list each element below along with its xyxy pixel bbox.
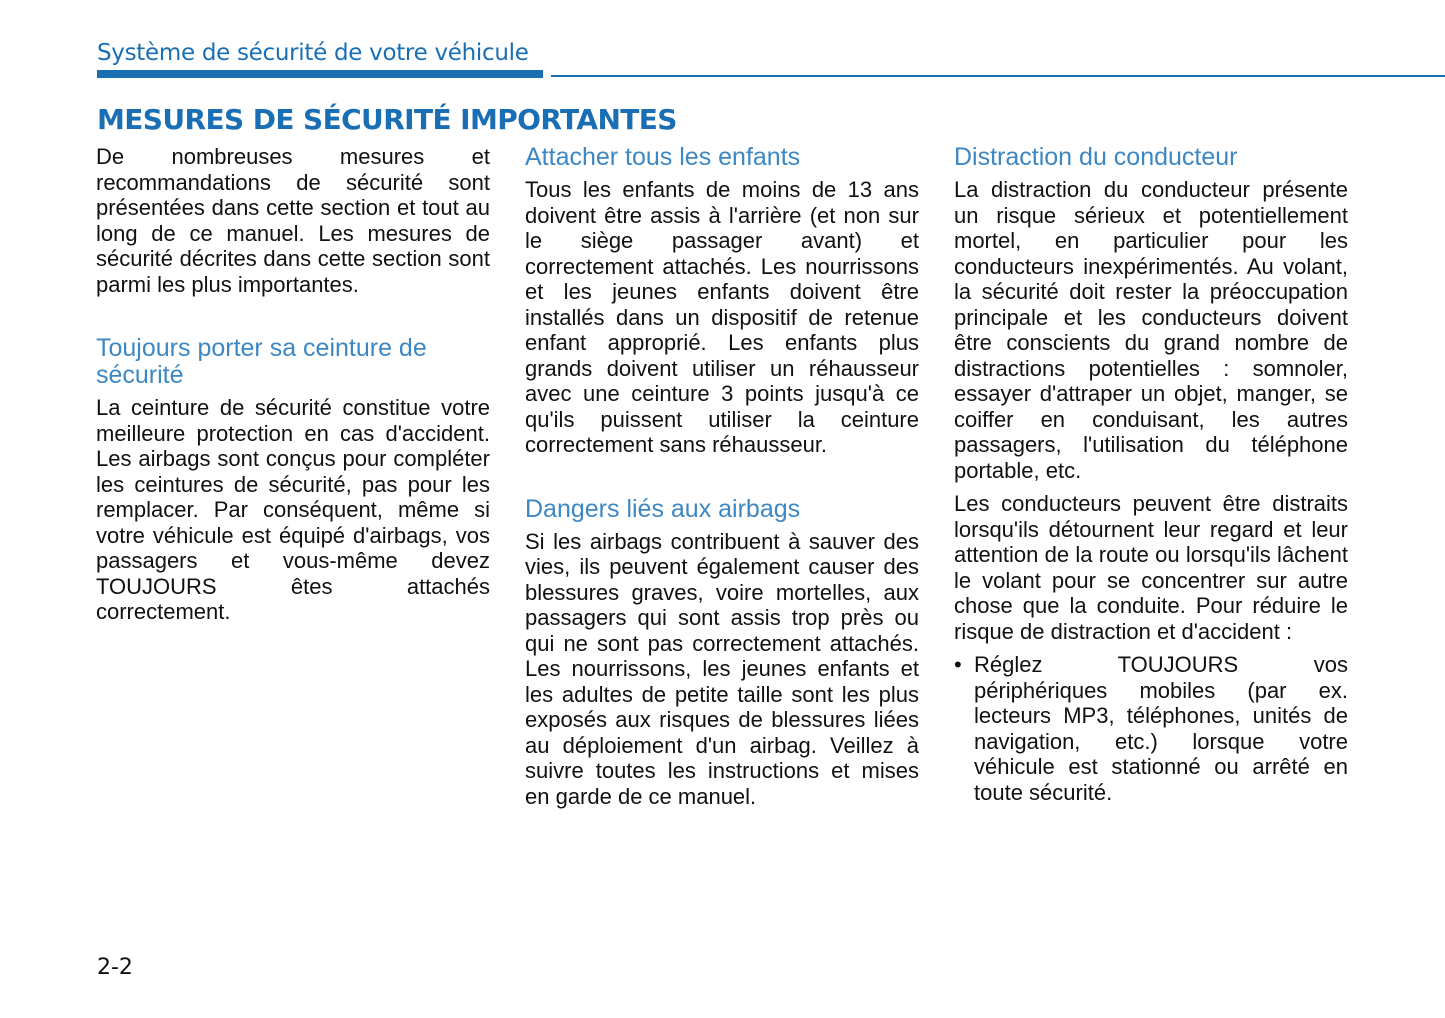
children-paragraph: Tous les enfants de moins de 13 ans doivent être assis à l'arrière (et non sur le siège passager avant) et correctement attachés. Les nourrissons et les jeunes enfants doivent être installés dans un dispositif de retenue enfant approprié. Les enfants plus grands doivent utiliser un réhausseur avec une ceinture 3 points jusqu'à ce qu'ils puissent utiliser la ceinture correctement sans réhausseur. xyxy=(525,177,919,457)
bullet-icon: • xyxy=(954,652,962,677)
page-number: 2-2 xyxy=(97,955,133,980)
intro-paragraph: De nombreuses mesures et recommandations de sécurité sont présentées dans cette section et tout au long de ce manuel. Les mesures de sécurité décrites dans cette section sont parmi les plus importantes. xyxy=(96,144,490,297)
header-rule-thin xyxy=(551,75,1445,77)
airbags-paragraph: Si les airbags contribuent à sauver des vies, ils peuvent également causer des blessures graves, voire mortelles, aux passagers qui sont assis trop près ou qui ne sont pas correctement attachés. Les nourrissons, les jeunes enfants et les adultes de petite taille sont les plus exposés aux risques de blessures liées au déploiement d'un airbag. Veillez à suivre toutes les instructions et mises en garde de ce manuel. xyxy=(525,528,919,809)
column-right xyxy=(954,144,1348,805)
page-title: MESURES DE SÉCURITÉ IMPORTANTES xyxy=(97,103,677,136)
seatbelt-paragraph: La ceinture de sécurité constitue votre meilleure protection en cas d'accident. Les airbags sont conçus pour compléter les ceintures de sécurité, pas pour les remplacer. Par conséquent, même si votre véhicule est équipé d'airbags, vos passagers et vous-même devez TOUJOURS êtes attachés correctement. xyxy=(96,395,490,624)
distraction-heading: Distraction du conducteur xyxy=(954,143,1238,171)
seatbelt-heading: Toujours porter sa ceinture de sécurité xyxy=(96,334,427,389)
list-item-text: Réglez TOUJOURS vos périphériques mobiles (par ex. lecteurs MP3, téléphones, unités de navigation, etc.) lorsque votre véhicule est stationné ou arrêté en toute sécurité. xyxy=(974,652,1348,805)
column-left xyxy=(96,144,490,633)
distraction-list xyxy=(954,652,1348,805)
children-heading: Attacher tous les enfants xyxy=(525,143,801,171)
column-middle xyxy=(525,144,919,817)
section-header-title: Système de sécurité de votre véhicule xyxy=(97,40,529,66)
list-item xyxy=(954,652,1348,805)
header-rule-thick xyxy=(97,70,543,78)
airbags-heading: Dangers liés aux airbags xyxy=(525,494,801,523)
distraction-paragraph-2: Les conducteurs peuvent être distraits lorsqu'ils détournent leur regard et leur attention de la route ou lorsqu'ils lâchent le volant pour se concentrer sur autre chose que la conduite. Pour réduire le risque de distraction et d'accident : xyxy=(954,491,1348,644)
distraction-paragraph-1: La distraction du conducteur présente un risque sérieux et potentiellement mortel, en particulier pour les conducteurs inexpérimentés. Au volant, la sécurité doit rester la préoccupation principale et les conducteurs doivent être conscients du grand nombre de distractions potentielles : somnoler, essayer d'attraper un objet, manger, se coiffer en conduisant, les autres passagers, l'utilisation du téléphone portable, etc. xyxy=(954,177,1348,483)
